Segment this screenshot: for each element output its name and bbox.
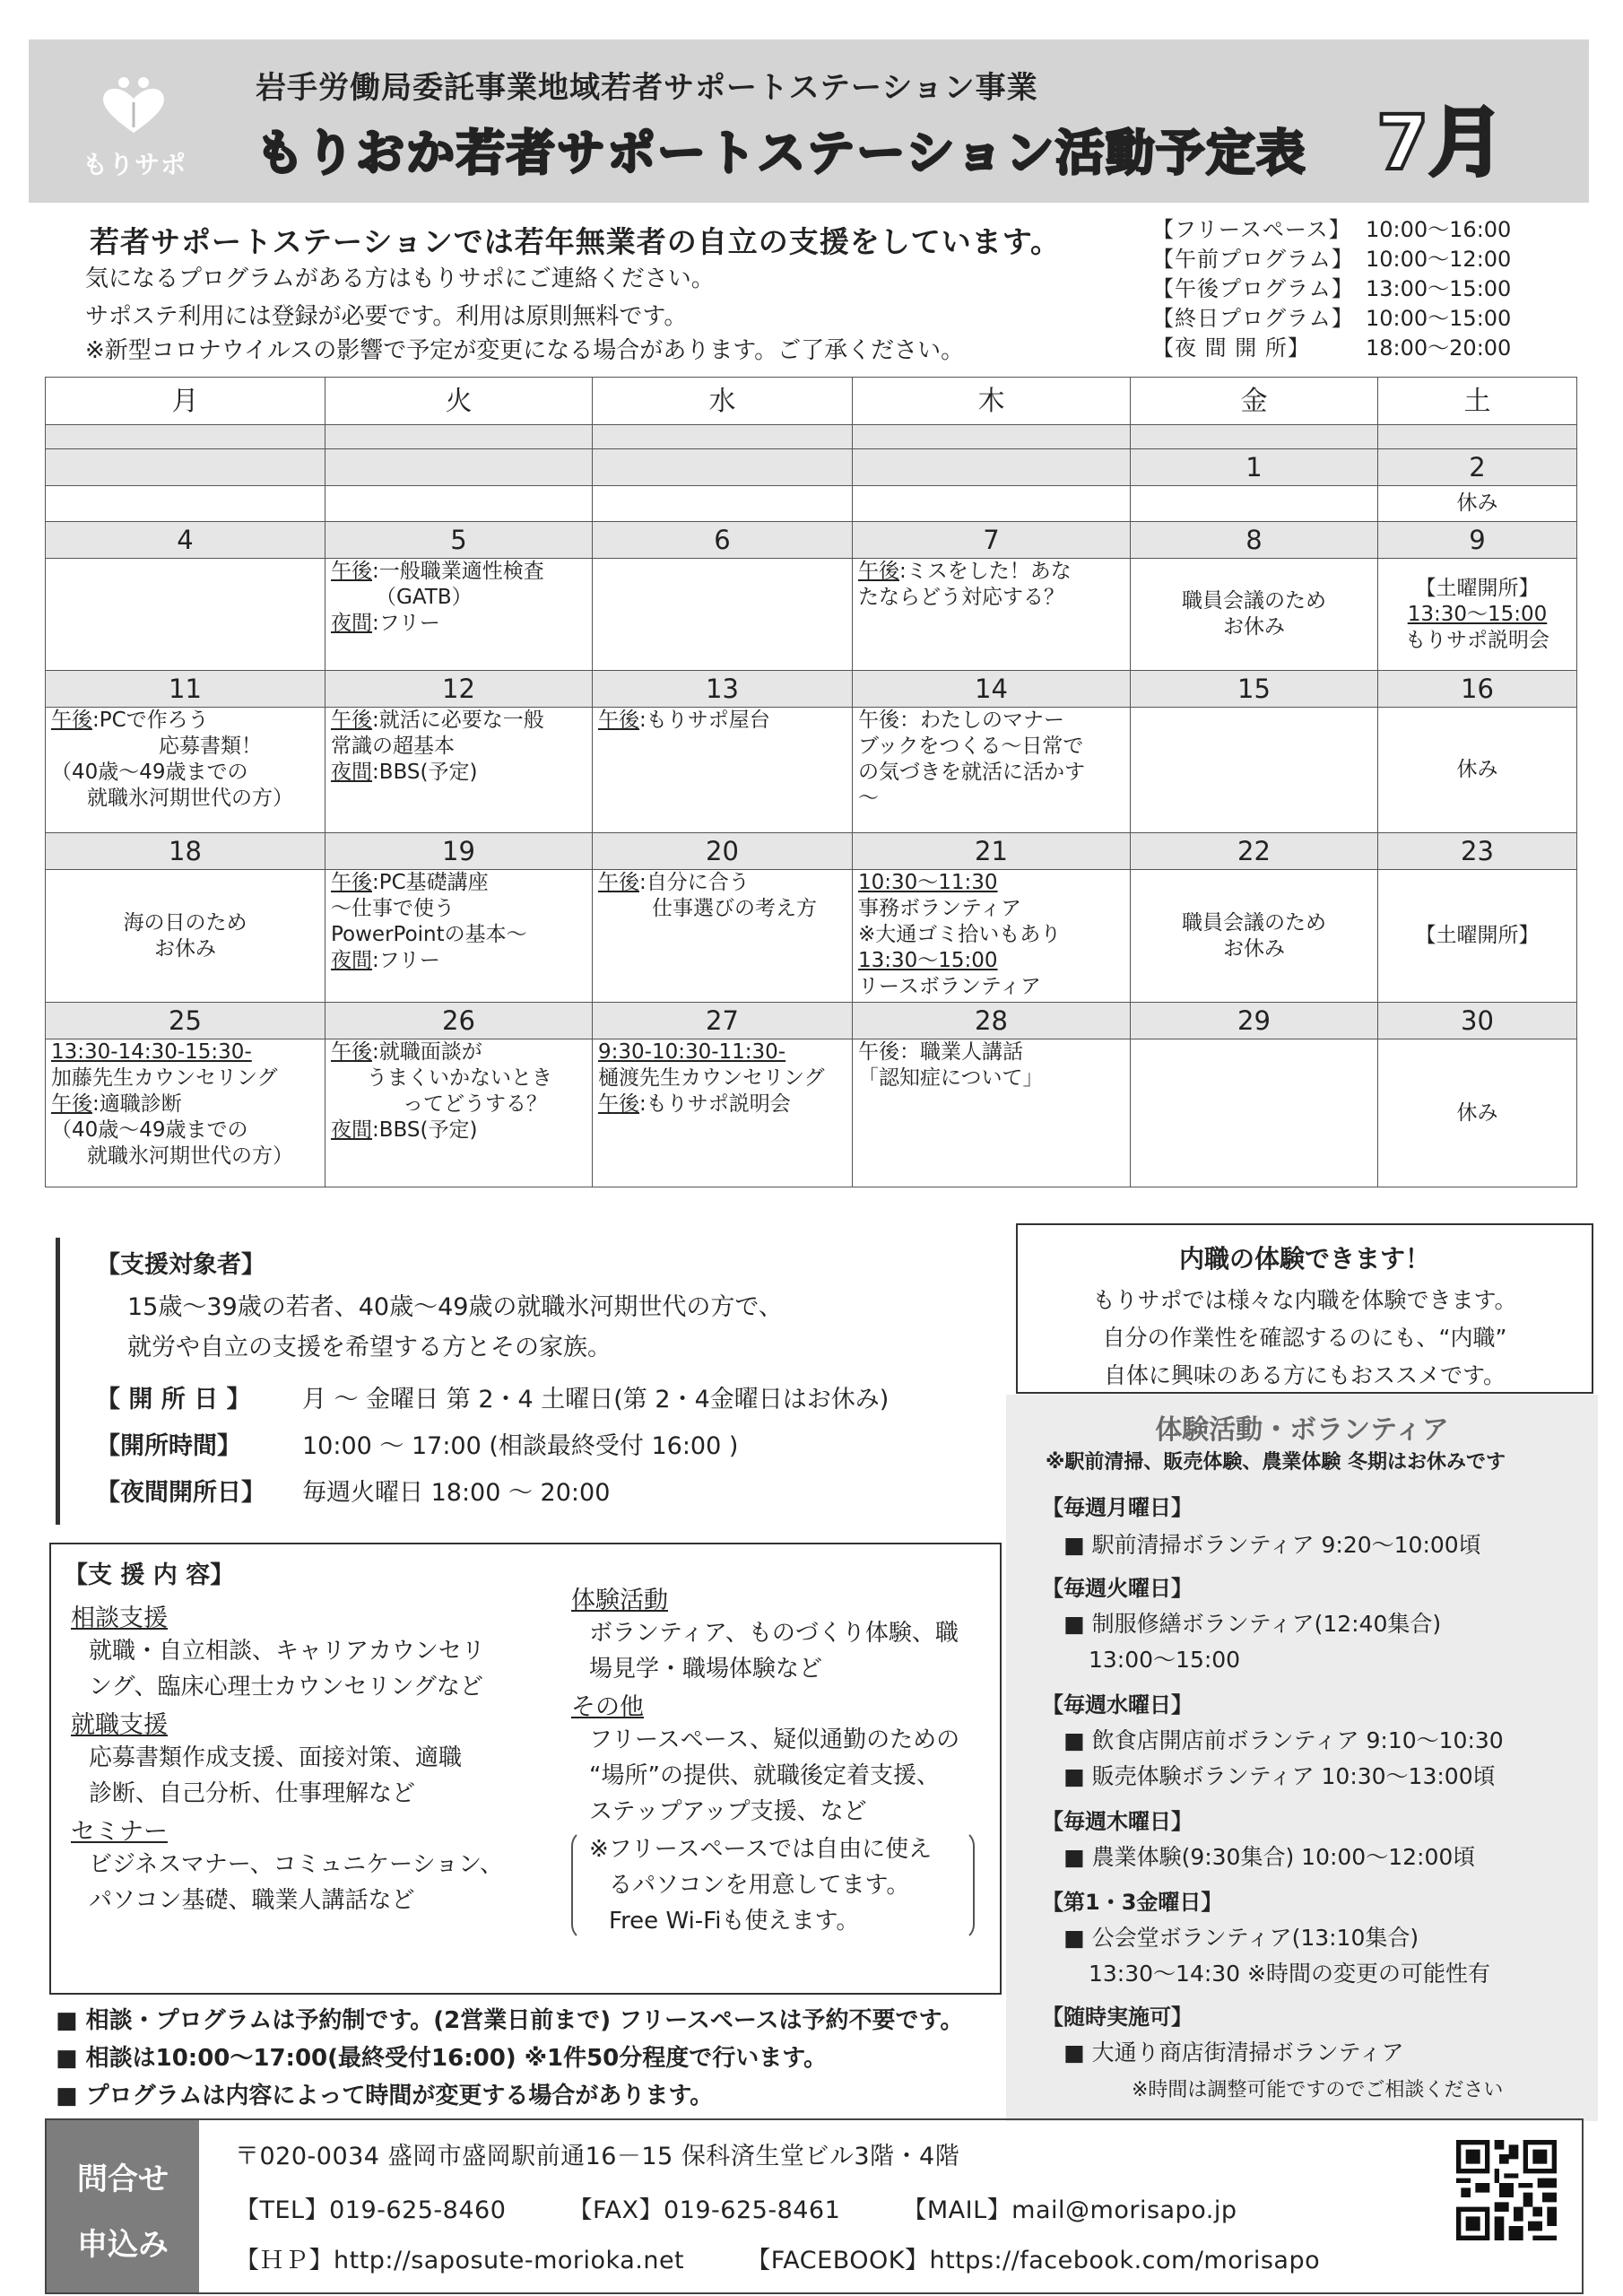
volunteer-title: 体験活動・ボランティア <box>1155 1414 1449 1446</box>
cal-cell-30: 休み <box>1378 1039 1577 1187</box>
date-2: 2 <box>1378 449 1577 486</box>
support-heading: 相談支援 <box>71 1605 168 1632</box>
time-value: 10:00 ～ 17:00 (相談最終受付 16:00 ) <box>302 1432 739 1460</box>
date-row: 18 19 20 21 22 23 <box>46 833 1577 870</box>
cal-cell-5: 午後:一般職業適性検査 （GATB） 夜間:フリー <box>325 559 593 671</box>
cal-cell-19: 午後:PC基礎講座 ～仕事で使う PowerPointの基本～ 夜間:フリー <box>325 870 593 1003</box>
cal-cell-2: 休み <box>1378 486 1577 522</box>
cal-cell-20: 午後:自分に合う 仕事選びの考え方 <box>593 870 853 1003</box>
note-line: 気になるプログラムがある方はもりサポにご連絡ください。 <box>85 265 715 292</box>
weekday-thu: 木 <box>853 378 1131 425</box>
morisapo-logo <box>72 63 197 188</box>
weekday-header-row <box>46 378 1577 425</box>
support-heading: セミナー <box>71 1818 168 1846</box>
cal-cell-18: 海の日のため お休み <box>46 870 325 1003</box>
weekday-mon: 月 <box>46 378 325 425</box>
lead-text: 若者サポートステーションでは若年無業者の自立の支援をしています。 <box>90 224 1062 259</box>
support-left-column: 相談支援 就職・自立相談、キャリアカウンセリ ング、臨床心理士カウンセリングなど 就職支援 応募書類作成支援、面接対策、適職 診断、自己分析、仕事理解など セミナー ビジネスマナー、コミュニケーション、 パソコン基礎、職業人講話など <box>71 1598 573 1918</box>
cal-cell-29 <box>1131 1039 1378 1187</box>
volunteer-note: ※駅前清掃、販売体験、農業体験 冬期はお休みです <box>1046 1451 1506 1474</box>
volunteer-section: 体験活動・ボランティア ※駅前清掃、販売体験、農業体験 冬期はお休みです 【毎週月曜日】 ■ 駅前清掃ボランティア 9:20～10:00頃 【毎週火曜日】 ■ 制服修繕ボランティア(12:40集合) 13:00～15:00 【毎週水曜日】 ■ 飲食店開店前ボランティア 9:10～10:30 ■ 販売体験ボランティア 10:30～13:00頃 【毎週木曜日】 ■ 農業体験(9:30集合) 10:00～12:00頃 【第1・3金曜日】 ■ 公会堂ボランティア(13:10集合) 13:30～14:30 ※時間の変更の可能性有 【随時実施可】 ■ 大通り商店街清掃ボランティア ※時間は調整可能ですのでご相談ください <box>1006 1395 1598 2121</box>
contact-tag: 問合せ 申込み <box>47 2120 199 2292</box>
support-heading: 体験活動 <box>571 1587 668 1614</box>
target-text: 就労や自立の支援を希望する方とその家族。 <box>127 1334 612 1361</box>
notice-line: ■ プログラムは内容によって時間が変更する場合があります。 <box>56 2083 714 2109</box>
support-right-column: 体験活動 ボランティア、ものづくり体験、職 場見学・職場体験など その他 フリースペース、疑似通勤のための “場所”の提供、就職後定着支援、 ステップアップ支援、など ※フリースペースでは自由に使え るパソコンを用意してます。 Free Wi-Fiも使えます。 <box>571 1580 993 1941</box>
cal-cell-26: 午後:就職面談が うまくいかないとき ってどうする？ 夜間:BBS(予定) <box>325 1039 593 1187</box>
note-line: サポステ利用には登録が必要です。利用は原則無料です。 <box>85 303 688 330</box>
cal-cell-21: 10:30～11:30 事務ボランティア ※大通ゴミ拾いもあり 13:30～15:00 リースボランティア <box>853 870 1131 1003</box>
cal-cell-4 <box>46 559 325 671</box>
time-label: 【開所時間】 <box>96 1432 241 1460</box>
date-1: 1 <box>1131 449 1378 486</box>
cal-cell-23: 【土曜開所】 <box>1378 870 1577 1003</box>
calendar-week-4 <box>46 870 1577 1003</box>
cal-cell-27: 9:30-10:30-11:30- 樋渡先生カウンセリング 午後:もりサポ説明会 <box>593 1039 853 1187</box>
calendar-week-2 <box>46 559 1577 671</box>
weekday-fri: 金 <box>1131 378 1378 425</box>
night-label: 【夜間開所日】 <box>96 1479 265 1507</box>
date-row <box>46 449 1577 486</box>
weekday-tue: 火 <box>325 378 593 425</box>
cal-cell-9: 【土曜開所】 13:30～15:00 もりサポ説明会 <box>1378 559 1577 671</box>
header-subtitle: 岩手労働局委託事業地域若者サポートステーション事業 <box>256 70 1038 106</box>
naishoku-box: 内職の体験できます！ もりサポでは様々な内職を体験できます。 自分の作業性を確認するのにも、“内職” 自体に興味のある方にもおススメです。 <box>1016 1223 1593 1394</box>
homepage-link[interactable]: http://saposute-morioka.net <box>334 2247 685 2274</box>
calendar-week-5 <box>46 1039 1577 1187</box>
days-label: 【 開 所 日 】 <box>96 1386 251 1413</box>
cal-cell-14: 午後：わたしのマナー ブックをつくる～日常で の気づきを就活に活かす ～ <box>853 708 1131 833</box>
contact-box <box>45 2118 1584 2294</box>
cal-cell-15 <box>1131 708 1378 833</box>
heart-logo-icon <box>99 75 169 135</box>
facebook-link[interactable]: https://facebook.com/morisapo <box>929 2247 1321 2274</box>
cal-cell-28: 午後：職業人講話 「認知症について」 <box>853 1039 1131 1187</box>
support-title: 【支 援 内 容】 <box>64 1561 235 1589</box>
support-content-box <box>49 1543 1002 1995</box>
hours-row: 【午後プログラム】 13:00～15:00 <box>1152 276 1512 301</box>
days-value: 月 ～ 金曜日 第 2・4 土曜日(第 2・4金曜日はお休み) <box>302 1386 890 1413</box>
free-space-note: ※フリースペースでは自由に使え るパソコンを用意してます。 Free Wi-Fiも使えます。 <box>571 1830 975 1941</box>
hours-row: 【フリースペース】 10:00～16:00 <box>1152 217 1512 242</box>
contact-address: 〒020-0034 盛岡市盛岡駅前通16－15 保科済生堂ビル3階・4階 <box>235 2143 960 2170</box>
page-title: もりおか若者サポートステーション活動予定表 <box>256 125 1307 181</box>
weekday-sat: 土 <box>1378 378 1577 425</box>
cal-cell-16: 休み <box>1378 708 1577 833</box>
date-row: 25 26 27 28 29 30 <box>46 1003 1577 1039</box>
target-text: 15歳～39歳の若者、40歳～49歳の就職氷河期世代の方で、 <box>127 1293 783 1321</box>
cal-cell-22: 職員会議のため お休み <box>1131 870 1378 1003</box>
cal-cell-12: 午後:就活に必要な一般 常識の超基本 夜間:BBS(予定) <box>325 708 593 833</box>
target-title: 【支援対象者】 <box>96 1251 265 1279</box>
contact-web-row: 【ＨＰ】http://saposute-morioka.net 【FACEBOOK】https://facebook.com/morisapo <box>235 2247 1321 2274</box>
notice-line: ■ 相談は10:00～17:00(最終受付16:00) ※1件50分程度で行います。 <box>56 2045 828 2072</box>
calendar-table <box>45 377 1577 1187</box>
logo-text: もりサポ <box>82 150 187 179</box>
mail-link[interactable]: mail@morisapo.jp <box>1011 2196 1237 2224</box>
cal-cell-13: 午後:もりサポ屋台 <box>593 708 853 833</box>
calendar-week-3 <box>46 708 1577 833</box>
hours-list <box>1152 215 1511 363</box>
cal-cell-25: 13:30-14:30-15:30- 加藤先生カウンセリング 午後:適職診断 （40歳～49歳までの 就職氷河期世代の方） <box>46 1039 325 1187</box>
date-row: 11 12 13 14 15 16 <box>46 671 1577 708</box>
note-line: ※新型コロナウイルスの影響で予定が変更になる場合があります。ご了承ください。 <box>85 337 965 364</box>
cal-cell-11: 午後:PCで作ろう 応募書類！ （40歳～49歳までの 就職氷河期世代の方） <box>46 708 325 833</box>
naishoku-title: 内職の体験できます！ <box>1178 1244 1430 1274</box>
hours-row: 【終日プログラム】 10:00～15:00 <box>1152 306 1512 331</box>
support-heading: その他 <box>571 1693 644 1721</box>
contact-tel-row: 【TEL】019-625-8460 【FAX】019-625-8461 【MAIL】mail@morisapo.jp <box>235 2196 1237 2224</box>
support-heading: 就職支援 <box>71 1711 168 1739</box>
cal-cell-8: 職員会議のため お休み <box>1131 559 1378 671</box>
fax-number: 019-625-8461 <box>664 2196 841 2224</box>
notice-line: ■ 相談・プログラムは予約制です。(2営業日前まで) フリースペースは予約不要です。 <box>56 2007 964 2034</box>
qr-code-icon[interactable] <box>1456 2140 1557 2240</box>
night-value: 毎週火曜日 18:00 ～ 20:00 <box>302 1479 611 1507</box>
date-row: 4 5 6 7 8 9 <box>46 522 1577 559</box>
month-label: 7月 <box>1376 99 1505 187</box>
tel-link[interactable]: 019-625-8460 <box>329 2196 507 2224</box>
cal-cell-7: 午後:ミスをした！あな たならどう対応する？ <box>853 559 1131 671</box>
weekday-wed: 水 <box>593 378 853 425</box>
hours-row: 【夜 間 開 所】 18:00～20:00 <box>1152 335 1512 361</box>
calendar-week-1 <box>46 486 1577 522</box>
hours-row: 【午前プログラム】 10:00～12:00 <box>1152 247 1512 272</box>
target-section <box>56 1238 957 1525</box>
cal-cell-6 <box>593 559 853 671</box>
